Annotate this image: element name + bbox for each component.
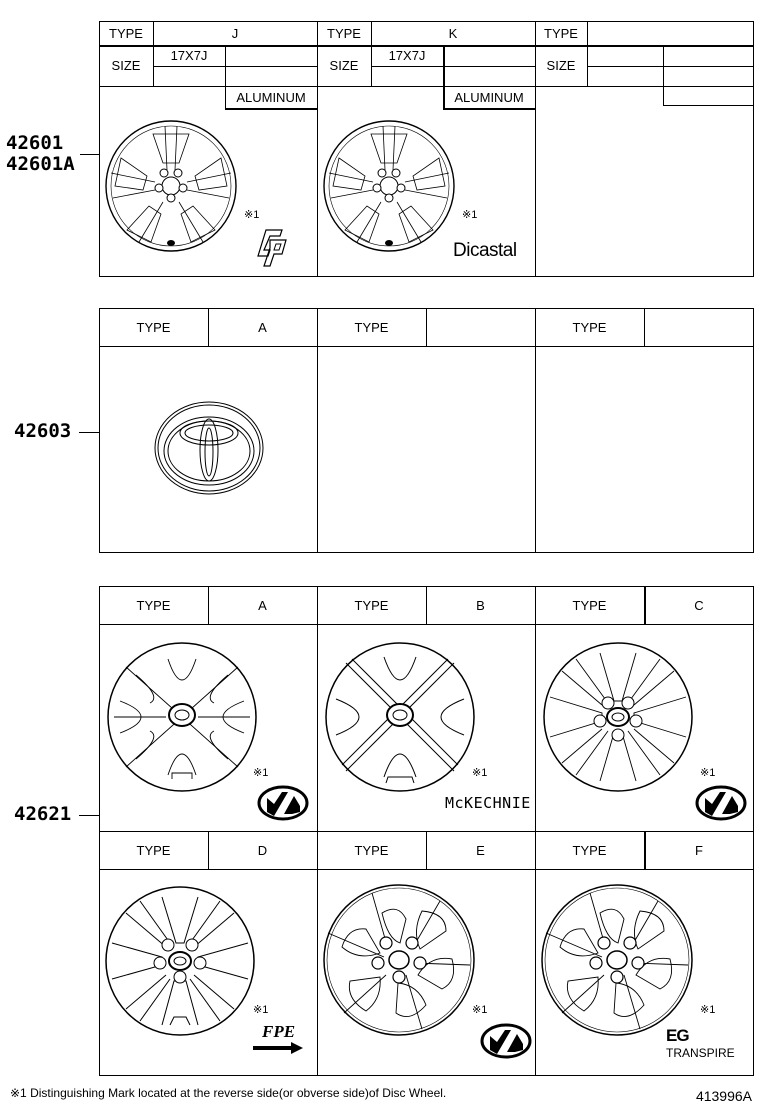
cell-divider (663, 105, 754, 106)
arrow-right-icon (253, 1042, 303, 1054)
size-label: SIZE (111, 58, 141, 73)
wheel-cap-icon (322, 883, 476, 1037)
type-value: K (448, 25, 458, 41)
part-number: 42601A (6, 153, 75, 175)
distinguishing-mark: ※1 (244, 209, 260, 221)
cell-divider (587, 66, 754, 67)
type-label: TYPE (136, 842, 171, 858)
footnote: ※1 Distinguishing Mark located at the reverse side(or obverse side)of Disc Wheel. (10, 1086, 447, 1100)
cell-divider (443, 108, 535, 110)
type-label: TYPE (136, 597, 171, 613)
mckechnie-brand-label: McKECHNIE (445, 794, 531, 812)
type-label: TYPE (544, 25, 578, 41)
header-divider (99, 346, 754, 347)
alloy-wheel-icon (103, 118, 239, 254)
type-label: TYPE (136, 319, 171, 335)
type-value (426, 308, 535, 346)
type-label: TYPE (354, 842, 389, 858)
distinguishing-mark: ※1 (253, 1004, 269, 1016)
circle-slash-brand-logo-icon (481, 1024, 531, 1058)
cell-divider (153, 66, 317, 67)
distinguishing-mark: ※1 (472, 767, 488, 779)
fpe-brand-label: FPE (262, 1022, 296, 1041)
document-id: 413996A (695, 1088, 752, 1104)
type-value: D (257, 842, 268, 858)
distinguishing-mark: ※1 (462, 209, 478, 221)
material-label: ALUMINUM (454, 90, 524, 105)
leader-line (79, 815, 99, 816)
type-label: TYPE (572, 319, 607, 335)
wheel-cap-icon (104, 885, 256, 1037)
size-label: SIZE (329, 58, 359, 73)
type-value: E (476, 842, 485, 858)
part-number: 42621 (14, 803, 72, 825)
type-value: A (258, 597, 267, 613)
type-label: TYPE (354, 319, 389, 335)
part-number: 42603 (14, 420, 72, 442)
cp-brand-logo-icon (252, 226, 288, 268)
wheel-size-divider (99, 86, 754, 87)
type-value: C (694, 597, 704, 613)
leader-line (79, 432, 99, 433)
distinguishing-mark: ※1 (253, 767, 269, 779)
cell-divider (225, 108, 317, 110)
dicastal-brand-label: Dicastal (453, 240, 517, 261)
type-label: TYPE (327, 25, 361, 41)
transpire-brand-label: TRANSPIRE (666, 1046, 735, 1060)
type-value (644, 308, 754, 346)
header-divider (99, 624, 754, 625)
type-label: TYPE (572, 842, 607, 858)
wheel-cap-icon (324, 641, 476, 793)
circle-slash-brand-logo-icon (696, 786, 746, 820)
cell-divider (587, 21, 588, 86)
header-divider (99, 869, 754, 870)
type-value: A (258, 319, 267, 335)
toyota-emblem-icon (153, 400, 265, 496)
wheel-cap-icon (106, 641, 258, 793)
size-value: 17X7J (388, 48, 426, 63)
part-number: 42601 (6, 132, 64, 154)
material-label: ALUMINUM (236, 90, 306, 105)
type-value: J (231, 25, 239, 41)
distinguishing-mark: ※1 (472, 1004, 488, 1016)
wheel-cap-icon (542, 641, 694, 793)
distinguishing-mark: ※1 (700, 767, 716, 779)
type-value: B (476, 597, 485, 613)
leader-line (80, 154, 99, 155)
type-label: TYPE (354, 597, 389, 613)
eg-brand-label: EG (666, 1026, 689, 1045)
cell-divider (663, 45, 664, 105)
size-value: 17X7J (170, 48, 208, 63)
size-label: SIZE (546, 58, 576, 73)
circle-slash-brand-logo-icon (258, 786, 308, 820)
type-label: TYPE (572, 597, 607, 613)
wheel-cap-icon (540, 883, 694, 1037)
type-label: TYPE (109, 25, 143, 41)
type-value: F (695, 842, 703, 858)
cell-divider (371, 66, 535, 67)
distinguishing-mark: ※1 (700, 1004, 716, 1016)
alloy-wheel-icon (321, 118, 457, 254)
